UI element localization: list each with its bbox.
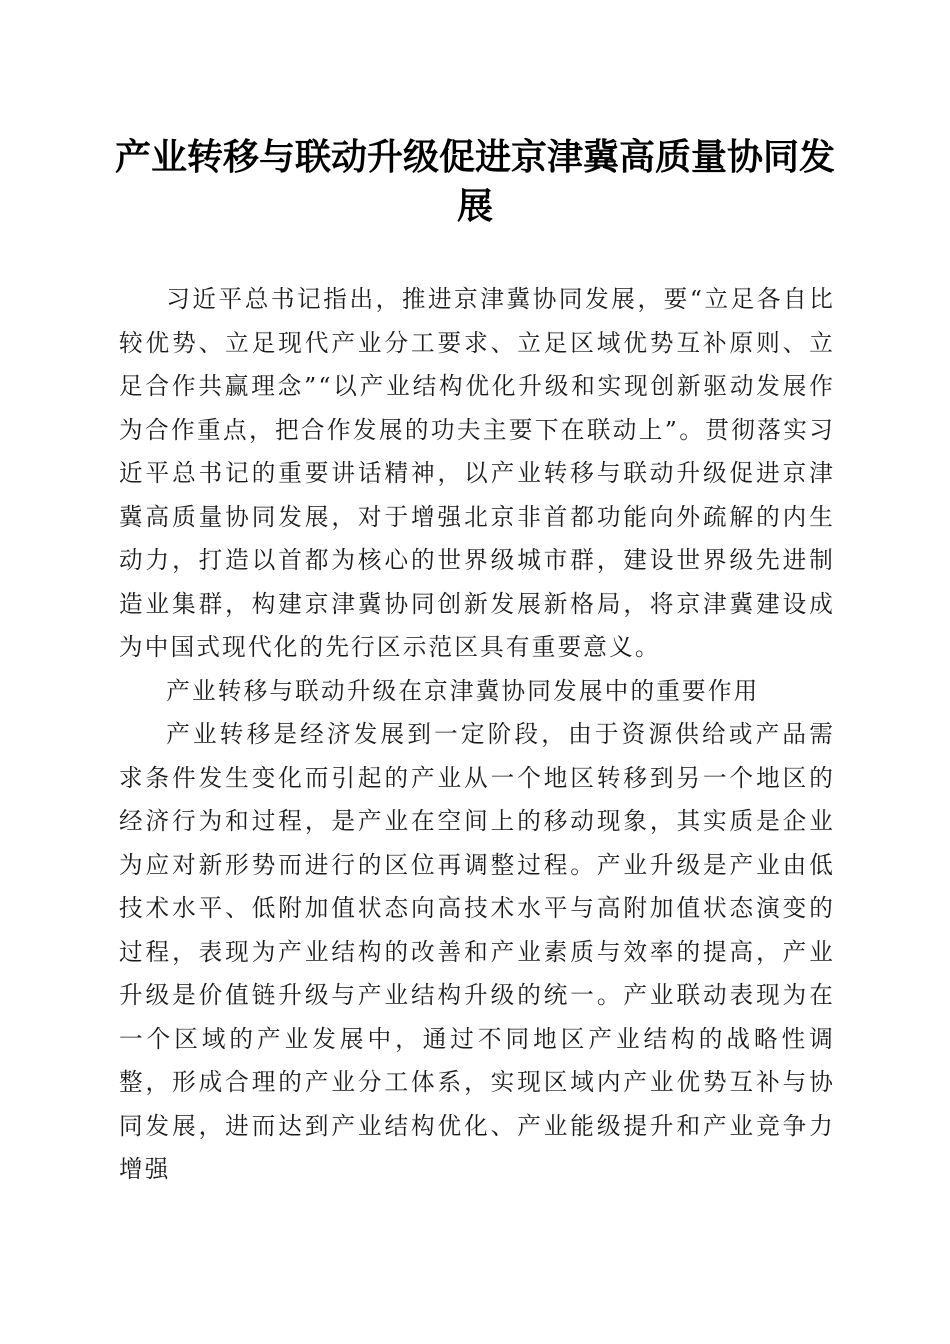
- paragraph-definitions: 产业转移是经济发展到一定阶段，由于资源供给或产品需求条件发生变化而引起的产业从一个地区转移到另一个地区的经济行为和过程，是产业在空间上的移动现象，其实质是企业为应对新形势而进行的区位再调整过程。产业升级是产业由低技术水平、低附加值状态向高技术水平与高附加值状态演变的过程，表现为产业结构的改善和产业素质与效率的提高，产业升级是价值链升级与产业结构升级的统一。产业联动表现为在一个区域的产业发展中，通过不同地区产业结构的战略性调整，形成合理的产业分工体系，实现区域内产业优势互补与协同发展，进而达到产业结构优化、产业能级提升和产业竞争力增强: [119, 720, 835, 1183]
- section-heading: 产业转移与联动升级在京津冀协同发展中的重要作用: [166, 676, 760, 705]
- document-title: 产业转移与联动升级促进京津冀高质量协同发展: [114, 136, 835, 227]
- paragraph-intro: 习近平总书记指出，推进京津冀协同发展，要“立足各自比较优势、立足现代产业分工要求、立足区域优势互补原则、立足合作共赢理念”“以产业结构优化升级和实现创新驱动发展作为合作重点，把合作发展的功夫主要下在联动上”。贯彻落实习近平总书记的重要讲话精神，以产业转移与联动升级促进京津冀高质量协同发展，对于增强北京非首都功能向外疏解的内生动力，打造以首都为核心的世界级城市群，建设世界级先进制造业集群，构建京津冀协同创新发展新格局，将京津冀建设成为中国式现代化的先行区示范区具有重要意义。: [119, 285, 835, 661]
- document-body: [119, 278, 835, 1192]
